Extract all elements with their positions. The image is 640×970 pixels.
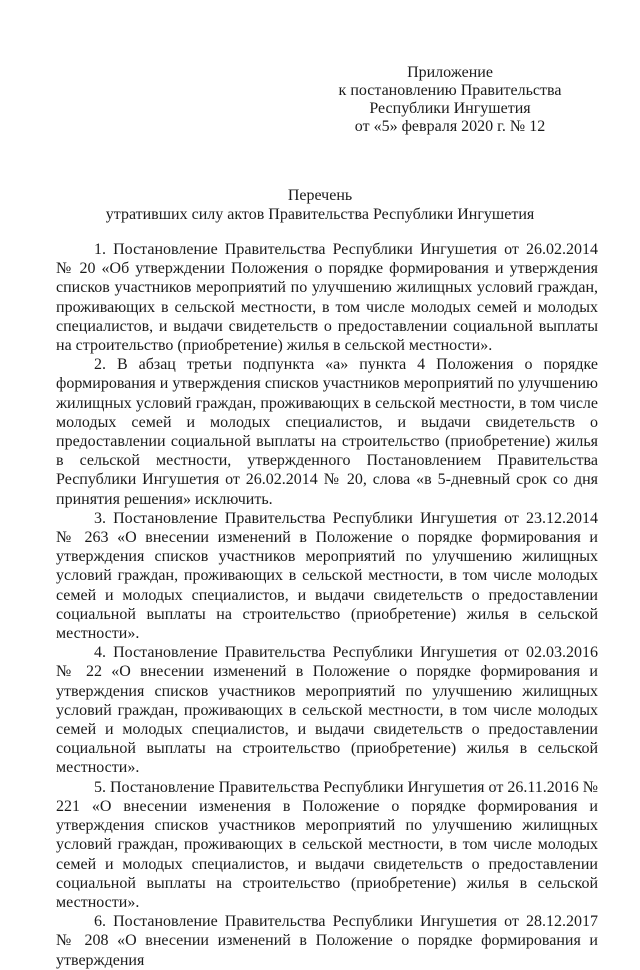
appendix-resolution-ref: к постановлению Правительства bbox=[338, 82, 562, 99]
list-item-6: 6. Постановление Правительства Республики Ингушетия от 28.12.2017 № 208 «О внесении изменений в Положение о порядке формирования и утверждения bbox=[56, 913, 598, 969]
list-heading-subtitle: утративших силу актов Правительства Республики Ингушетия bbox=[105, 206, 535, 223]
list-item-5: 5. Постановление Правительства Республики Ингушетия от 26.11.2016 № 221 «О внесении изменения в Положение о порядке формирования и утверждения списков участников мероприятий по улучшению жилищных условий граждан, проживающих в сельской местности, в том числе молодых семей и молодых специалистов, и выдачи свидетельств о предоставлении социальной выплаты на строительство (приобретение) жилья в сельской местности». bbox=[56, 778, 598, 911]
appendix-republic: Республики Ингушетия bbox=[369, 100, 531, 117]
list-body bbox=[56, 240, 598, 970]
list-item-4: 4. Постановление Правительства Республики Ингушетия от 02.03.2016 № 22 «О внесении изменений в Положение о порядке формирования и утверждения списков участников мероприятий по улучшению жилищных условий граждан, проживающих в сельской местности, в том числе молодых семей и молодых специалистов, и выдачи свидетельств о предоставлении социальной выплаты на строительство (приобретение) жилья в сельской местности». bbox=[56, 644, 598, 777]
list-heading bbox=[60, 186, 580, 224]
list-item-3: 3. Постановление Правительства Республики Ингушетия от 23.12.2014 № 263 «О внесении изменений в Положение о порядке формирования и утверждения списков участников мероприятий по улучшению жилищных условий граждан, проживающих в сельской местности, в том числе молодых семей и молодых специалистов, и выдачи свидетельств о предоставлении социальной выплаты на строительство (приобретение) жилья в сельской местности». bbox=[56, 509, 598, 643]
appendix-date-number: от «5» февраля 2020 г. № 12 bbox=[354, 118, 546, 135]
list-heading-title: Перечень bbox=[287, 187, 353, 204]
list-item-2: 2. В абзац третьи подпункта «а» пункта 4 Положения о порядке формирования и утверждения списков участников мероприятий по улучшению жилищных условий граждан, проживающих в сельской местности, в том числе молодых семей и молодых специалистов, и выдачи свидетельств о предоставлении социальной выплаты на строительство (приобретение) жилья в сельской местности, утвержденного Постановлением Правительства Республики Ингушетия от 26.02.2014 № 20, слова «в 5-дневный срок со дня принятия решения» исключить. bbox=[56, 356, 598, 508]
appendix-block bbox=[300, 64, 600, 136]
appendix-title: Приложение bbox=[407, 64, 493, 81]
list-item-1: 1. Постановление Правительства Республики Ингушетия от 26.02.2014 № 20 «Об утверждении Положения о порядке формирования и утверждения списков участников мероприятий по улучшению жилищных условий граждан, проживающих в сельской местности, в том числе молодых семей и молодых специалистов, и выдачи свидетельств о предоставлении социальной выплаты на строительство (приобретение) жилья в сельской местности». bbox=[56, 241, 598, 355]
